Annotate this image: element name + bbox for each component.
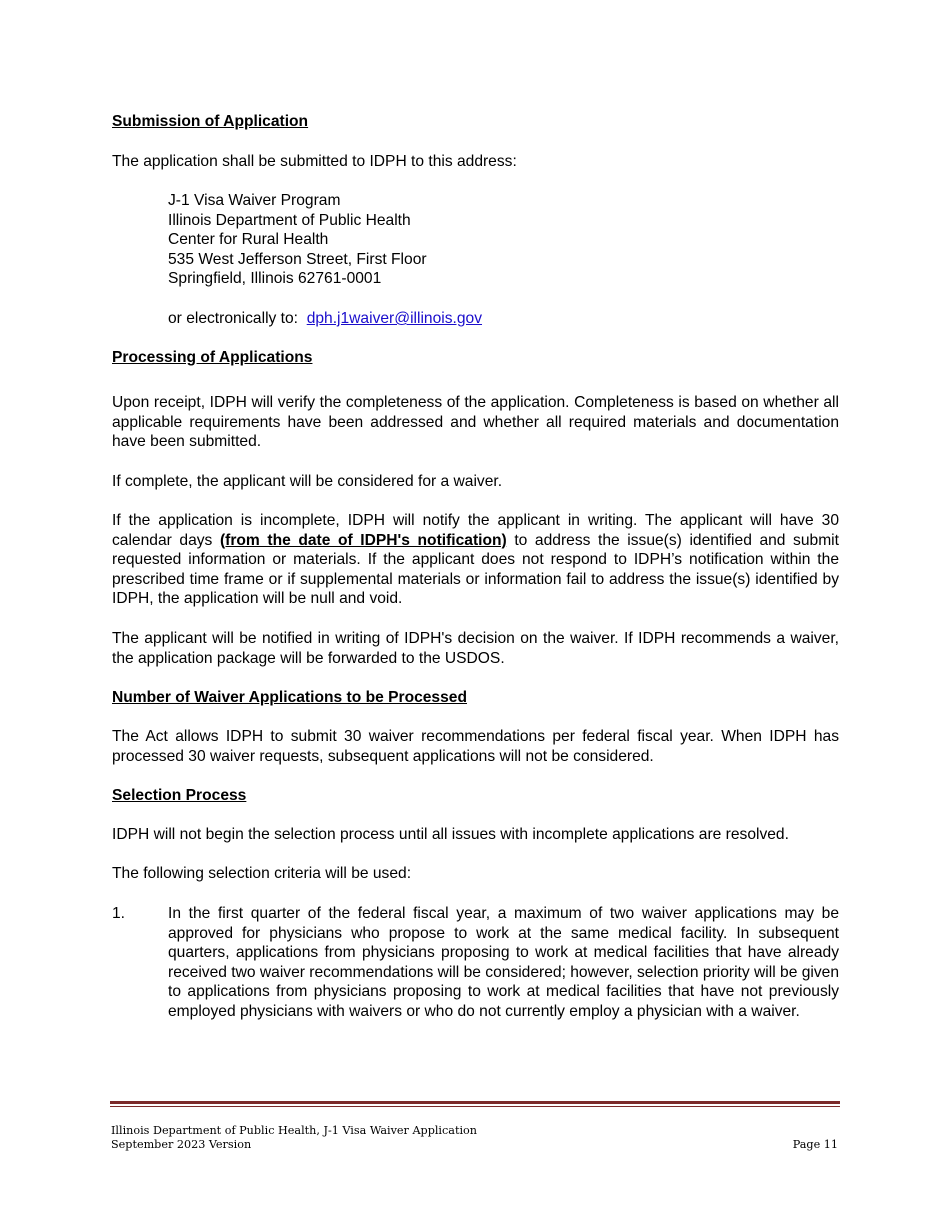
address-line: Illinois Department of Public Health	[168, 211, 411, 229]
list-item-number: 1.	[112, 905, 126, 922]
number-heading: Number of Waiver Applications to be Processed	[112, 689, 467, 706]
footer-rule	[110, 1101, 840, 1104]
selection-heading: Selection Process	[112, 787, 247, 804]
processing-paragraph-3	[112, 511, 839, 609]
electronic-submission	[168, 309, 839, 329]
address-line: 535 West Jefferson Street, First Floor	[168, 250, 427, 268]
email-link[interactable]: dph.j1waiver@illinois.gov	[306, 310, 483, 327]
mailing-address	[168, 191, 839, 289]
electronic-prefix: or electronically to:	[168, 310, 299, 327]
number-paragraph: The Act allows IDPH to submit 30 waiver recommendations per federal fiscal year. When IDPH has processed 30 waiver requests, subsequent applications will not be considered.	[112, 728, 839, 765]
selection-paragraph-1: IDPH will not begin the selection process until all issues with incomplete applications are resolved.	[112, 826, 789, 843]
address-line: Springfield, Illinois 62761-0001	[168, 270, 382, 288]
footer-title: Illinois Department of Public Health, J-1 Visa Waiver Application	[111, 1124, 477, 1137]
processing-heading: Processing of Applications	[112, 349, 313, 366]
processing-paragraph-4: The applicant will be notified in writing of IDPH's decision on the waiver. If IDPH recommends a waiver, the application package will be forwarded to the USDOS.	[112, 630, 839, 667]
paragraph-text: If the application is incomplete, IDPH will notify the applicant in writing. The applicant will have 30 calendar days	[112, 512, 839, 549]
address-line: J-1 Visa Waiver Program	[168, 192, 341, 209]
emphasized-text: (from the date of IDPH's notification)	[219, 531, 507, 549]
footer-version: September 2023 Version	[111, 1138, 252, 1151]
submission-intro: The application shall be submitted to IDPH to this address:	[112, 153, 517, 170]
page-number: Page 11	[792, 1138, 838, 1151]
list-item: In the first quarter of the federal fiscal year, a maximum of two waiver applications may be approved for physicians who propose to work at the same medical facility. In subsequent quarters, applications from physicians proposing to work at medical facilities that have already received two waiver recommendations will be considered; however, selection priority will be given to applications from physicians proposing to work at medical facilities that have not previously employed physicians with waivers or who do not currently employ a physician with a waiver.	[168, 905, 839, 1020]
processing-paragraph-1: Upon receipt, IDPH will verify the completeness of the application. Completeness is based on whether all applicable requirements have been addressed and whether all required materials and documentation have been submitted.	[112, 394, 839, 451]
selection-paragraph-2: The following selection criteria will be used:	[112, 865, 412, 882]
footer-rule	[110, 1106, 840, 1107]
paragraph-text: to address the issue(s) identified and submit requested information or materials. If the applicant does not respond to IDPH’s notification within the prescribed time frame or if supplemental materials or information fail to address the issue(s) identified by IDPH, the application will be null and void.	[112, 531, 839, 608]
processing-paragraph-2: If complete, the applicant will be considered for a waiver.	[112, 473, 503, 490]
address-line: Center for Rural Health	[168, 231, 329, 249]
submission-heading: Submission of Application	[112, 113, 309, 130]
